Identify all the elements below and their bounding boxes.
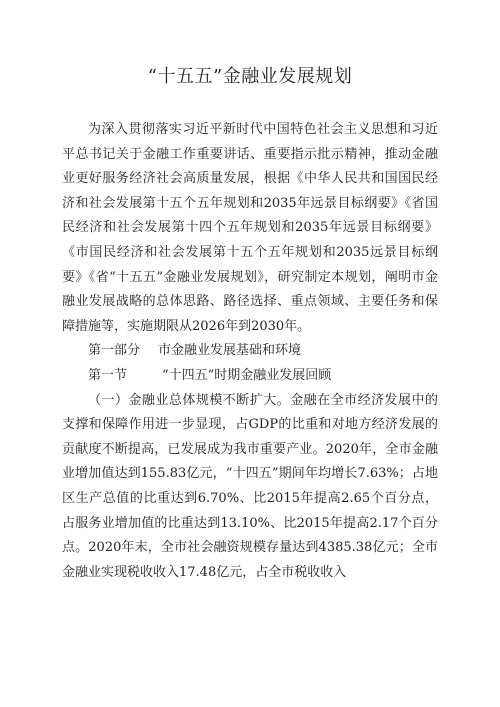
section-label: 第一节 — [88, 367, 128, 383]
section-title: “十四五”时期金融业发展回顾 — [162, 367, 332, 383]
body-paragraph: （一）金融业总体规模不断扩大。金融在全市经济发展中的支撑和保障作用进一步显现，占GDP的比重和对地方经济发展的贡献度不断提高，已发展成为我市重要产业。2020年，全市金融业增加值达到155.83亿元，“十四五”期间年均增长7.63%；占地区生产总值的比重达到6.70%、比2015年提高2.65个百分点，占服务业增加值的比重达到13.10%、比2015年提高2.17个百分点。2020年末，全市社会融资规模存量达到4385.38亿元；全市金融业实现税收收入17.48亿元，占全市税收收入 — [62, 392, 438, 580]
page-title: “十五五”金融业发展规划 — [147, 66, 353, 87]
section-heading — [62, 364, 438, 389]
part-title: 市金融业发展基础和环境 — [158, 343, 302, 359]
document-body — [62, 118, 438, 585]
intro-paragraph: 为深入贯彻落实习近平新时代中国特色社会主义思想和习近平总书记关于金融工作重要讲话、重要指示批示精神，推动金融业更好服务经济社会高质量发展，根据《中华人民共和国国民经济和社会发展第十五个五年规划和2035年远景目标纲要》《省国民经济和社会发展第十四个五年规划和2035年远景目标纲要》《市国民经济和社会发展第十五个五年规划和2035远景目标纲要》《省“十五五”金融业发展规划》，研究制定本规划，阐明市金融业发展战略的总体思路、路径选择、重点领域、主要任务和保障措施等，实施期限从2026年到2030年。 — [62, 122, 438, 334]
part-heading — [62, 339, 438, 364]
part-label: 第一部分 — [88, 343, 141, 359]
